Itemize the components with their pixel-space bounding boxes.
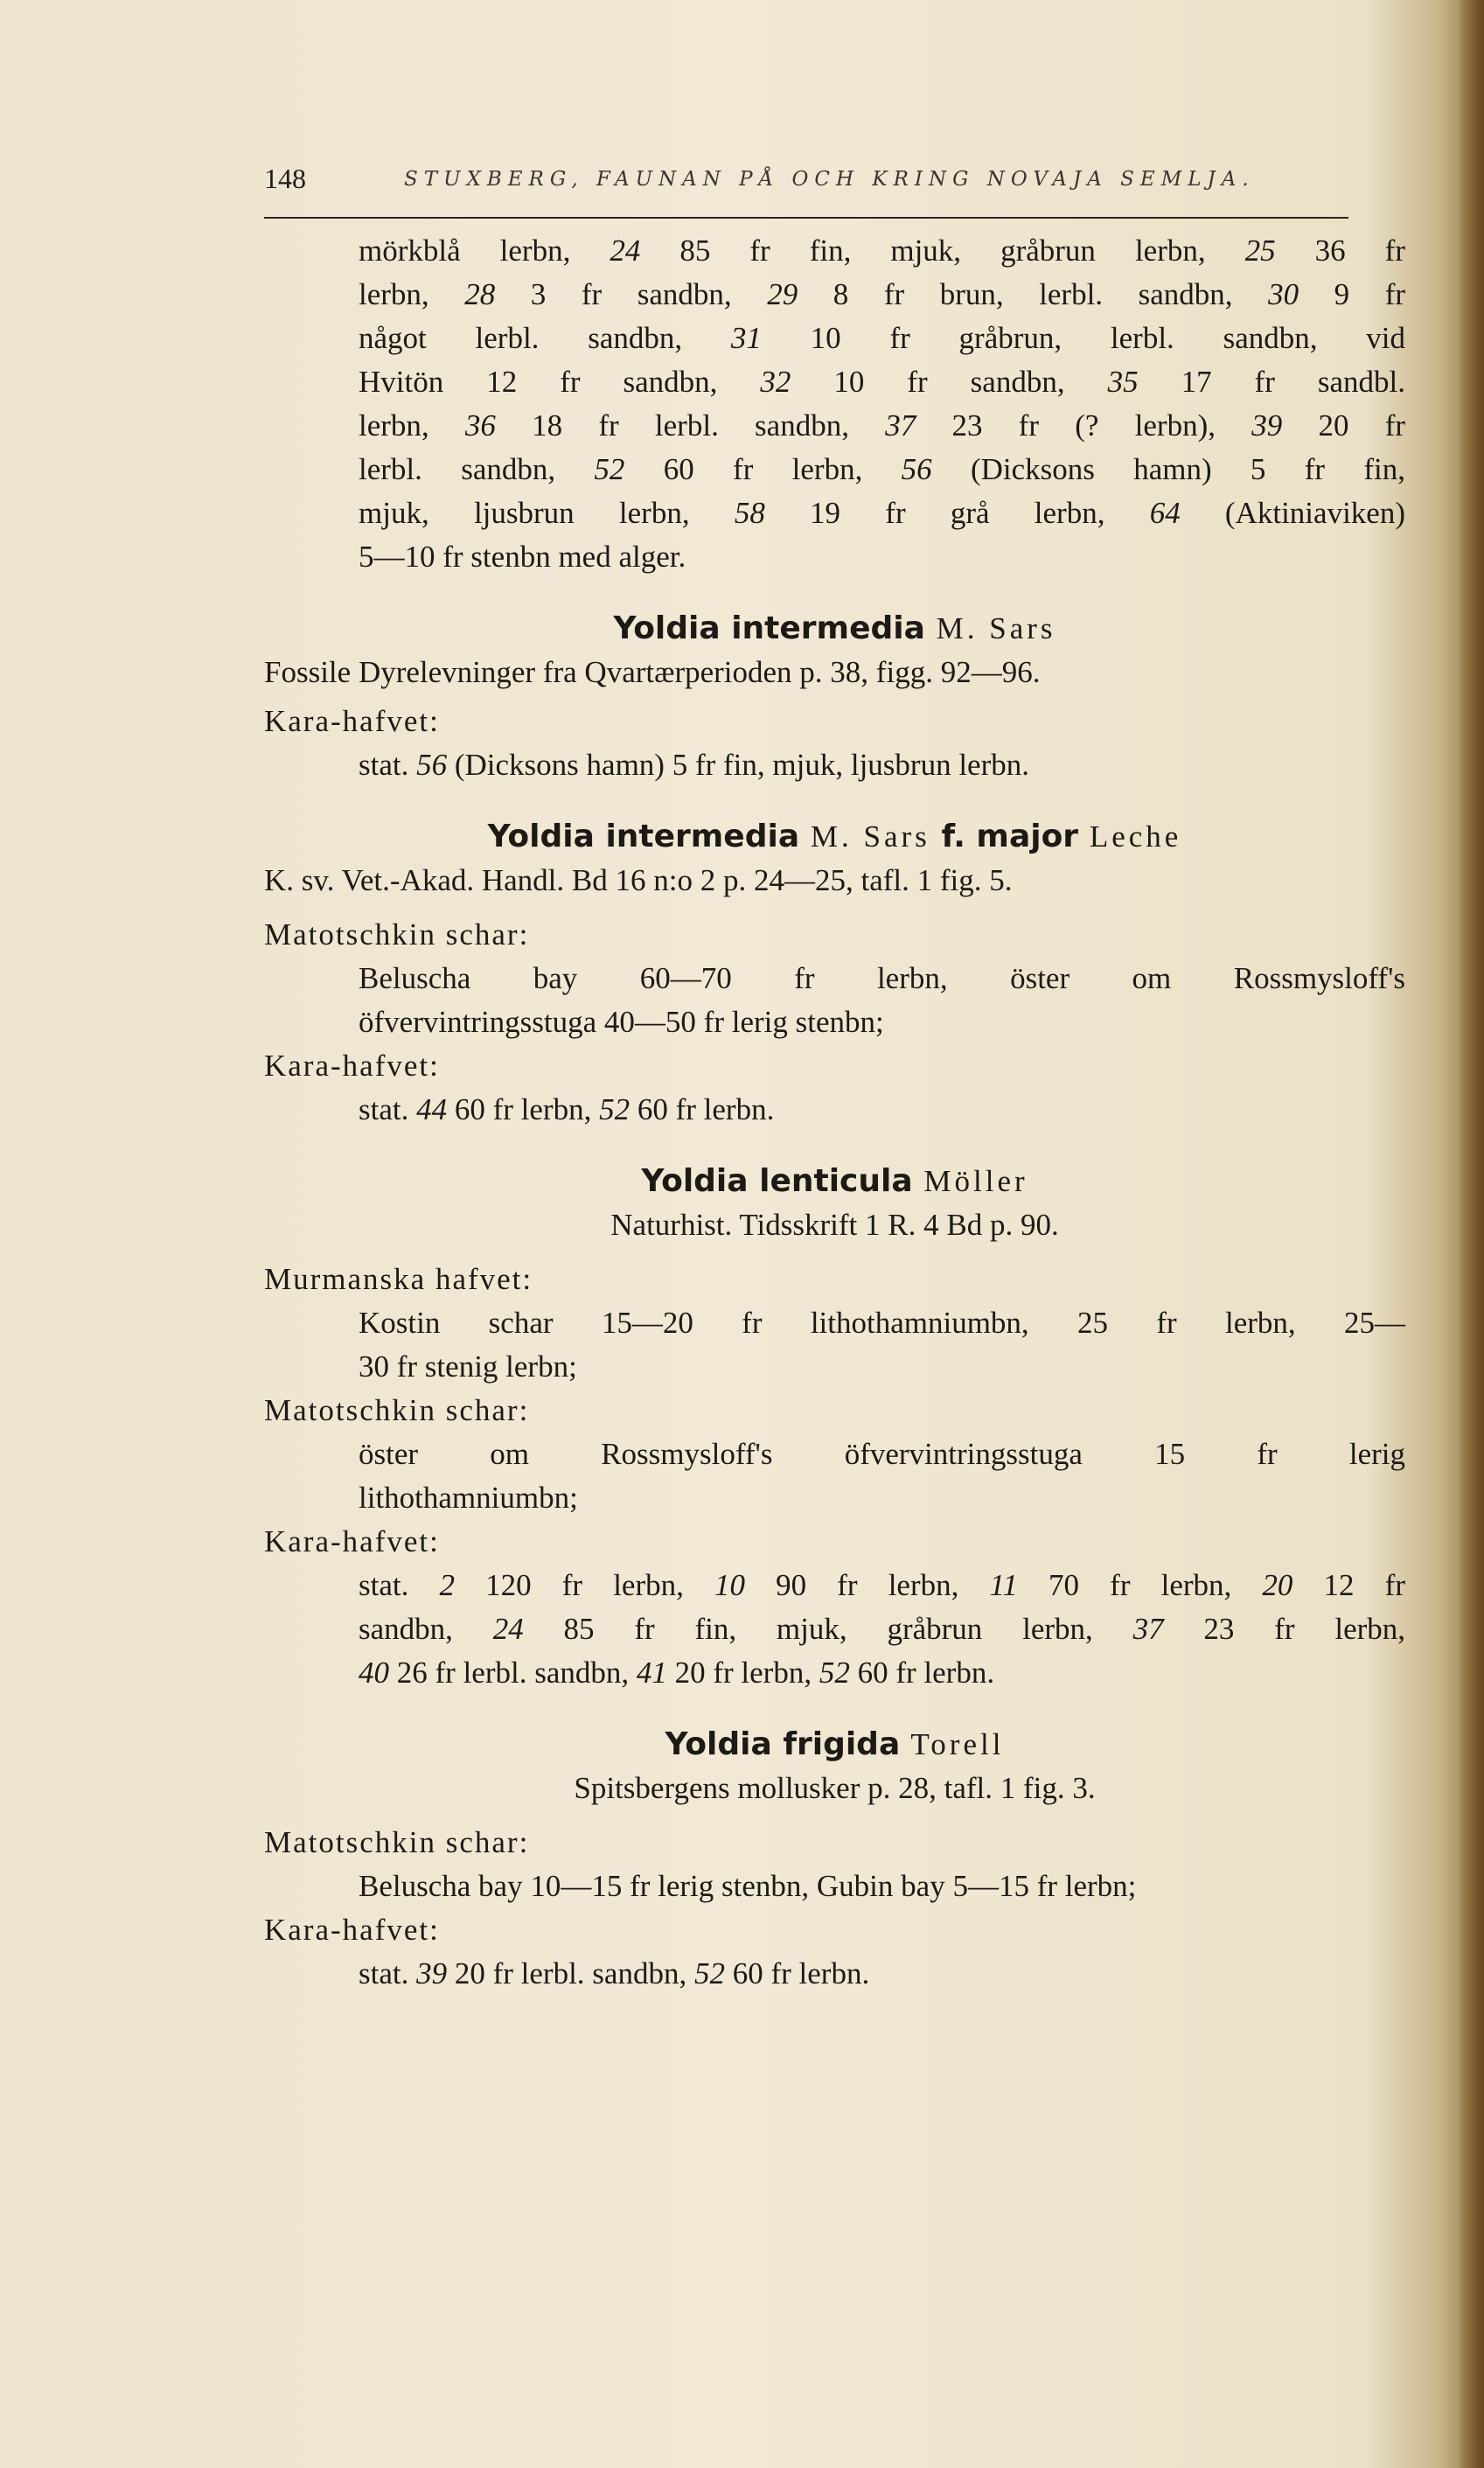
text-line: lerbn, 36 18 fr lerbl. sandbn, 37 23 fr (? lerbn), 39 20 fr (359, 408, 1406, 443)
running-head: STUXBERG, FAUNAN PÅ OCH KRING NOVAJA SEMLJA. (404, 168, 1255, 191)
header-rule (264, 217, 1348, 219)
text-line: lerbn, 28 3 fr sandbn, 29 8 fr brun, lerbl. sandbn, 30 9 fr (359, 277, 1406, 311)
locality-heading: Murmanska hafvet: (264, 1262, 533, 1296)
locality-heading: Matotschkin schar: (264, 917, 530, 952)
locality-line: öfvervintringsstuga 40—50 fr lerig stenbn; (359, 1005, 884, 1039)
species-name: Yoldia frigida (665, 1726, 901, 1762)
locality-line: lithothamniumbn; (359, 1481, 578, 1515)
species-name: Yoldia intermedia (613, 610, 925, 646)
species-heading (264, 1160, 1405, 1203)
text-line: mjuk, ljusbrun lerbn, 58 19 fr grå lerbn, 64 (Aktiniaviken) (359, 496, 1405, 530)
forma-author: Leche (1078, 819, 1182, 854)
species-author: Möller (912, 1164, 1028, 1198)
locality-line: stat. 44 60 fr lerbn, 52 60 fr lerbn. (359, 1092, 775, 1126)
text-line: något lerbl. sandbn, 31 10 fr gråbrun, lerbl. sandbn, vid (359, 321, 1405, 355)
locality-line: öster om Rossmysloff's öfvervintringsstuga 15 fr lerig (359, 1437, 1405, 1471)
locality-line: 40 26 fr lerbl. sandbn, 41 20 fr lerbn, 52 60 fr lerbn. (359, 1656, 995, 1690)
continued-locality-list (264, 229, 1405, 579)
locality-heading: Kara-hafvet: (264, 704, 440, 738)
species-name: Yoldia lenticula (641, 1163, 913, 1199)
page-number: 148 (264, 163, 306, 194)
locality-heading: Matotschkin schar: (264, 1825, 530, 1859)
species-author: M. Sars (799, 819, 942, 854)
text-line: mörkblå lerbn, 24 85 fr fin, mjuk, gråbrun lerbn, 25 36 fr (359, 234, 1405, 268)
text-line: 5—10 fr stenbn med alger. (359, 540, 686, 574)
locality-heading: Kara-hafvet: (264, 1049, 440, 1083)
forma-name: f. major (941, 819, 1079, 854)
locality-heading: Kara-hafvet: (264, 1913, 440, 1947)
locality-line: sandbn, 24 85 fr fin, mjuk, gråbrun lerbn, 37 23 fr lerbn, (359, 1612, 1406, 1646)
species-heading (264, 815, 1405, 859)
literature-reference: Naturhist. Tidsskrift 1 R. 4 Bd p. 90. (610, 1208, 1059, 1242)
species-heading (264, 1723, 1405, 1767)
locality-line: stat. 2 120 fr lerbn, 10 90 fr lerbn, 11 70 fr lerbn, 20 12 fr (359, 1568, 1405, 1602)
locality-line: Beluscha bay 60—70 fr lerbn, öster om Rossmysloff's (359, 961, 1405, 995)
locality-line: Beluscha bay 10—15 fr lerig stenbn, Gubin bay 5—15 fr lerbn; (359, 1869, 1137, 1903)
text-line: Hvitön 12 fr sandbn, 32 10 fr sandbn, 35 17 fr sandbl. (359, 365, 1405, 399)
literature-reference: K. sv. Vet.-Akad. Handl. Bd 16 n:o 2 p. 24—25, tafl. 1 fig. 5. (264, 863, 1013, 897)
page-edge-shadow (1460, 0, 1484, 2468)
locality-line: Kostin schar 15—20 fr lithothamniumbn, 25 fr lerbn, 25— (359, 1306, 1405, 1340)
locality-line: stat. 56 (Dicksons hamn) 5 fr fin, mjuk, ljusbrun lerbn. (359, 748, 1029, 782)
locality-line: stat. 39 20 fr lerbl. sandbn, 52 60 fr lerbn. (359, 1956, 870, 1990)
species-name: Yoldia intermedia (487, 819, 800, 854)
locality-heading: Kara-hafvet: (264, 1524, 440, 1558)
species-author: Torell (900, 1727, 1005, 1761)
species-author: M. Sars (924, 611, 1056, 645)
text-line: lerbl. sandbn, 52 60 fr lerbn, 56 (Dicksons hamn) 5 fr fin, (359, 452, 1405, 486)
locality-line: 30 fr stenig lerbn; (359, 1349, 577, 1384)
page-header (264, 163, 1401, 198)
literature-reference: Spitsbergens mollusker p. 28, tafl. 1 fig. 3. (574, 1771, 1096, 1805)
literature-reference: Fossile Dyrelevninger fra Qvartærperioden p. 38, figg. 92—96. (264, 655, 1041, 689)
species-heading (264, 607, 1405, 651)
locality-heading: Matotschkin schar: (264, 1393, 530, 1427)
page-body (264, 229, 1405, 1996)
